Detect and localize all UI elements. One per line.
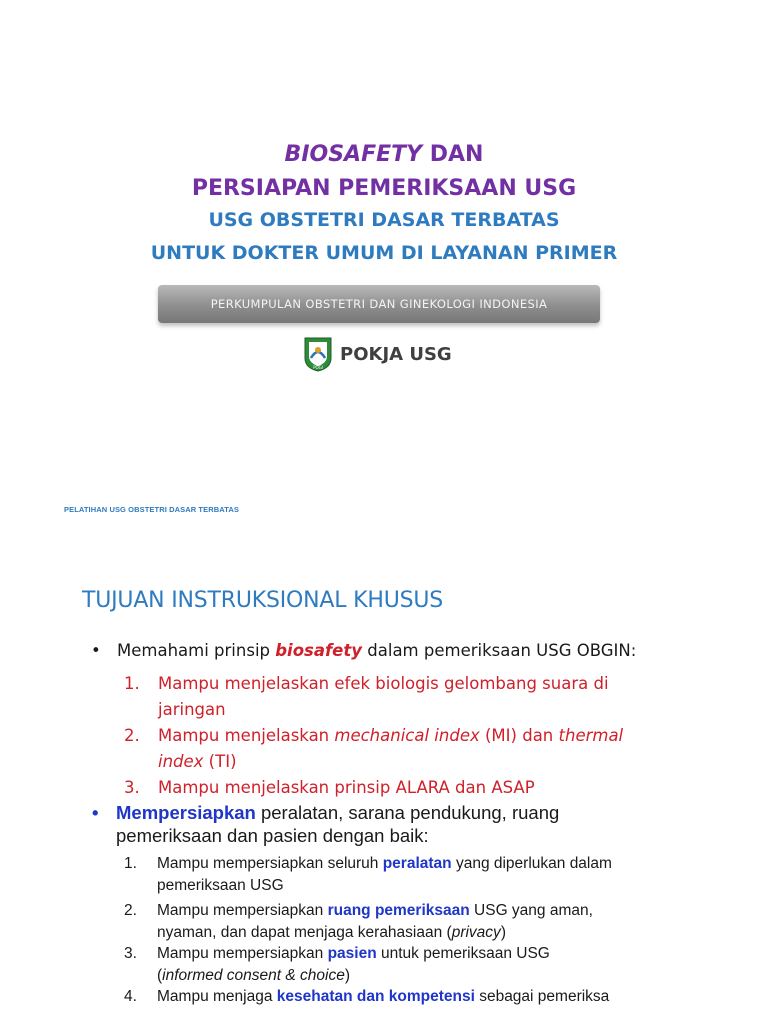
slide-subtitle-line1: USG OBSTETRI DASAR TERBATAS xyxy=(208,209,560,231)
organization-banner xyxy=(158,285,600,323)
bullet-preparation: • Mempersiapkan peralatan, sarana pendukung, ruang pemeriksaan dan pasien dengan baik: xyxy=(92,802,560,846)
bullet-biosafety xyxy=(91,641,731,660)
bullet-marker: • xyxy=(91,641,101,660)
slide-subtitle-line2: UNTUK DOKTER UMUM DI LAYANAN PRIMER xyxy=(150,242,618,264)
list-item: 1. Mampu mempersiapkan seluruh peralatan yang diperlukan dalam pemeriksaan USG xyxy=(124,855,612,894)
pokja-label: POKJA USG xyxy=(340,343,452,365)
pokja-group xyxy=(303,334,452,374)
bullet-marker: • xyxy=(92,802,99,823)
list-item: 3. Mampu menjelaskan prinsip ALARA dan ASAP xyxy=(124,778,535,797)
list-item: 2. Mampu mempersiapkan ruang pemeriksaan USG yang aman, nyaman, dan dapat menjaga kerahasiaan (privacy) xyxy=(124,902,593,941)
slide-title: TUJUAN INSTRUKSIONAL KHUSUS xyxy=(82,588,444,613)
list-item: 1. Mampu menjelaskan efek biologis gelombang suara di jaringan xyxy=(124,674,609,719)
list-item: 3. Mampu mempersiapkan pasien untuk pemeriksaan USG (informed consent & choice) xyxy=(124,945,550,984)
list-item: 2. Mampu menjelaskan mechanical index (MI) dan thermal index (TI) xyxy=(124,726,624,771)
list-item: 4. Mampu menjaga kesehatan dan kompetensi sebagai pemeriksa xyxy=(124,988,610,1005)
bullet-text: Memahami prinsip biosafety dalam pemeriksaan USG OBGIN: xyxy=(117,641,637,660)
logo-text: POGI xyxy=(313,365,323,370)
keyword-biosafety: biosafety xyxy=(275,641,363,660)
slide-footer: PELATIHAN USG OBSTETRI DASAR TERBATAS xyxy=(64,505,239,514)
organization-name: PERKUMPULAN OBSTETRI DAN GINEKOLOGI INDONESIA xyxy=(210,297,548,311)
slide-title-line2: PERSIAPAN PEMERIKSAAN USG xyxy=(191,176,577,201)
pogi-logo-icon xyxy=(303,336,333,372)
objectives-slide xyxy=(0,540,768,1024)
slide-title-line1: BIOSAFETY DAN xyxy=(284,142,484,167)
keyword-mempersiapkan: Mempersiapkan xyxy=(116,802,256,823)
